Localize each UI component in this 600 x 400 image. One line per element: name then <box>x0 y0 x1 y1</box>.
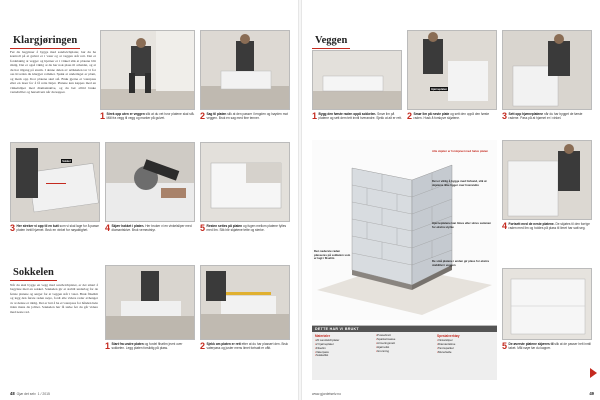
caption-wall-step-3: 3 Sett opp hjørneplatene når du har bygget de første radene. Pass på at hjørnet er i vinkel. <box>502 111 583 121</box>
intro-text-sokkelen: Når du skal bygge en vegg med sandwichplater, er det smart å begynne med en sokkel. Sokkelen gir et stabilt underlag for de første platene og sørger for at veggen står i vater. Bruk fliselim og legg den første raden nøye, fordi alle videre rader avhenger av at denne er riktig. Det er lurt å ha et vaterpass for hånden hele tiden mens du jobber. Sokkelen bør få tørke før du går videre med neste rad. <box>10 283 98 314</box>
diagram-callout-4: Den nederste raden plasseres på sokkelen som er lagt i fliselim <box>314 249 351 261</box>
photo-tag-sokkel: Sokkel <box>62 159 71 163</box>
photo-plate-cut <box>201 143 290 222</box>
materials-item: ▪ Fliselim <box>315 347 372 351</box>
materials-item: ▪ Pussebrett <box>376 334 433 338</box>
materials-box-title: DETTE HAR VI BRUKT <box>312 326 497 332</box>
materials-item: ▪ Sokkellist <box>315 354 372 358</box>
photo-step-3 <box>10 142 100 222</box>
photo-wall-step-3 <box>502 30 592 110</box>
folio-right-page-number: 49 <box>589 390 594 396</box>
intro-text-klargjoring: Før du begynner å bygge med sandwichplater, bør du ha kontroll på at gulvet er i vater og at veggen står rett. Det er fordelaktig at vegger og hjørner er i vinkel slik at platene blir riktig. Det er også viktig at du har nok plass til arbeidet, og at du har tilgang på strøm. I denne delen av artikkelen tar vi for oss hvordan du klargjør rommet. Sjekk at underlaget er plant, og merk opp hvor platene skal stå. Bruk gjerne et vaterpass eller en laser for å få rette linjer. Platene kan kappes med en vinkelsliper med diamantskive, og du bør alltid bruke vernebriller og hørselvern når du kapper. <box>10 50 96 95</box>
photo-top-plates <box>503 269 592 340</box>
diagram-callout-2: Det er viktig å bygge med forband, slik at skjøtene ikke ligger over hverandre <box>432 179 487 187</box>
caption-step-1: 1 Strek opp uten er veggen slik at du vet hvor platene skal stå. Mål fra vegg til vegg og marker på gulvet. <box>100 111 195 121</box>
materials-column-2 <box>376 334 433 358</box>
photo-marking-plate <box>11 143 100 222</box>
materials-item: ▪ Murerkelle <box>437 351 494 355</box>
caption-step-4: 4 Skjær hakket i platen. Her bruker vi en vinkelsliper med diamantskive. Bruk verneutstyr. <box>105 223 192 233</box>
materials-item: ▪ Hjørnelist <box>376 346 433 350</box>
photo-step-5 <box>200 142 290 222</box>
photo-step-2 <box>200 30 290 110</box>
left-page <box>0 0 298 400</box>
next-page-arrow-icon <box>590 368 597 378</box>
materials-item: ▪ Tannsparkel <box>437 347 494 351</box>
photo-worker-sawing <box>201 31 290 110</box>
wall-diagram <box>312 140 497 320</box>
wall-construction-illustration <box>312 140 497 320</box>
materials-item: ▪ Diamantskive <box>437 343 494 347</box>
diagram-callout-3: Hjørneplatene kan limes eller skrus sammen for ekstra styrke <box>432 221 492 229</box>
caption-step-5: 5 Resten settes på platen og fugen mellom platene fylles med lim. Slik blir skjøtene tette og sterke. <box>200 223 287 233</box>
diagram-callout-1: Alle skjøter er forskjøvet med halve platen <box>432 149 489 153</box>
caption-wall-step-2: 2 Smør lim på neste plate og sett den oppå den første raden. Husk å forskyve skjøtene. <box>407 111 490 121</box>
photo-worker-marking-floor <box>101 31 195 110</box>
caption-wall-step-1: 1 Bygg den første raden oppå sokkelen. Smør lim på platene og sett dem tett inntil hverandre. Sjekk at alt er rett. <box>312 111 402 121</box>
materials-item: ▪ Sparkelmasse <box>376 338 433 342</box>
photo-sokkel-step-2 <box>200 265 290 340</box>
right-page <box>302 0 600 400</box>
photo-adhesive-plate <box>408 31 497 110</box>
photo-tag-hjorneplaten: Hjørneplaten <box>431 87 448 91</box>
section-heading-veggen: Veggen <box>312 33 350 49</box>
materials-item: ▪ 2 hjørneplater <box>315 343 372 347</box>
caption-sokkel-step-1: 1 Start fra undre platen og fordel fliselim jevnt over sokkelen. Legg platen forsiktig på plass. <box>105 341 183 351</box>
photo-wall-step-4 <box>502 140 592 220</box>
materials-item: ▪ 20 sandwichplater <box>315 339 372 343</box>
materials-item: ▪ Grunning <box>376 350 433 354</box>
materials-column-3: Spesialverktøy ▪ Vinkelsliper ▪ Diamantskive ▪ Tannsparkel ▪ Murerkelle <box>437 334 494 358</box>
photo-corner-plates <box>503 31 592 110</box>
photo-sokkel-step-1 <box>105 265 195 340</box>
section-heading-sokkelen: Sokkelen <box>10 265 57 281</box>
materials-item: ▪ Vaterpass <box>315 351 372 355</box>
caption-step-2: 2 Sag til platen slik at den passer i lengden og høyden mot veggen. Bruk en sag med fine tenner. <box>200 111 289 121</box>
materials-column-1: Materialer ▪ 20 sandwichplater ▪ 2 hjørneplater ▪ Fliselim ▪ Vaterpass ▪ Sokkellist <box>315 334 372 358</box>
caption-step-3: 3 Her streker vi opp til en kutt som vi skal lage for å passe platen inntil hjørnet. Bruk en vinkel for nøyaktighet. <box>10 223 99 233</box>
photo-wall-step-2 <box>407 30 497 110</box>
folio-left: 48 Gjør det selv 1 / 2015 <box>10 390 50 396</box>
photo-adhesive-on-base <box>106 266 195 340</box>
materials-item: ▪ Vinkelsliper <box>437 339 494 343</box>
photo-checking-level <box>201 266 290 340</box>
photo-step-4 <box>105 142 195 222</box>
photo-first-row <box>313 51 402 110</box>
photo-wall-step-5 <box>502 268 592 340</box>
materials-item: ▪ Armeringsnett <box>376 342 433 346</box>
folio-right-website: www.gjordetselv.no <box>312 391 341 396</box>
photo-next-plates <box>503 141 592 220</box>
caption-wall-step-4: 4 Fortsett med de neste platene. De skjøtes til den forrige raden med lim og holdes på plass til limet har satt seg. <box>502 221 590 231</box>
photo-step-1 <box>100 30 195 110</box>
photo-wall-step-1 <box>312 50 402 110</box>
caption-wall-step-5: 5 De øverste platene skjæres til slik at de passer helt inntil taket. Mål nøye før du kapper. <box>502 341 591 351</box>
caption-sokkel-step-2: 2 Sjekk om platen er rett etter at du har plassert den. Bruk vaterpass og juster mens limet fortsatt er vått. <box>200 341 289 351</box>
section-heading-klargjoring: Klargjøringen <box>10 33 80 49</box>
materials-box <box>312 325 497 380</box>
photo-angle-grinder <box>106 143 195 222</box>
diagram-callout-5: De små platene i enden gir plass for ekstra stabilitet i veggen <box>432 259 489 267</box>
